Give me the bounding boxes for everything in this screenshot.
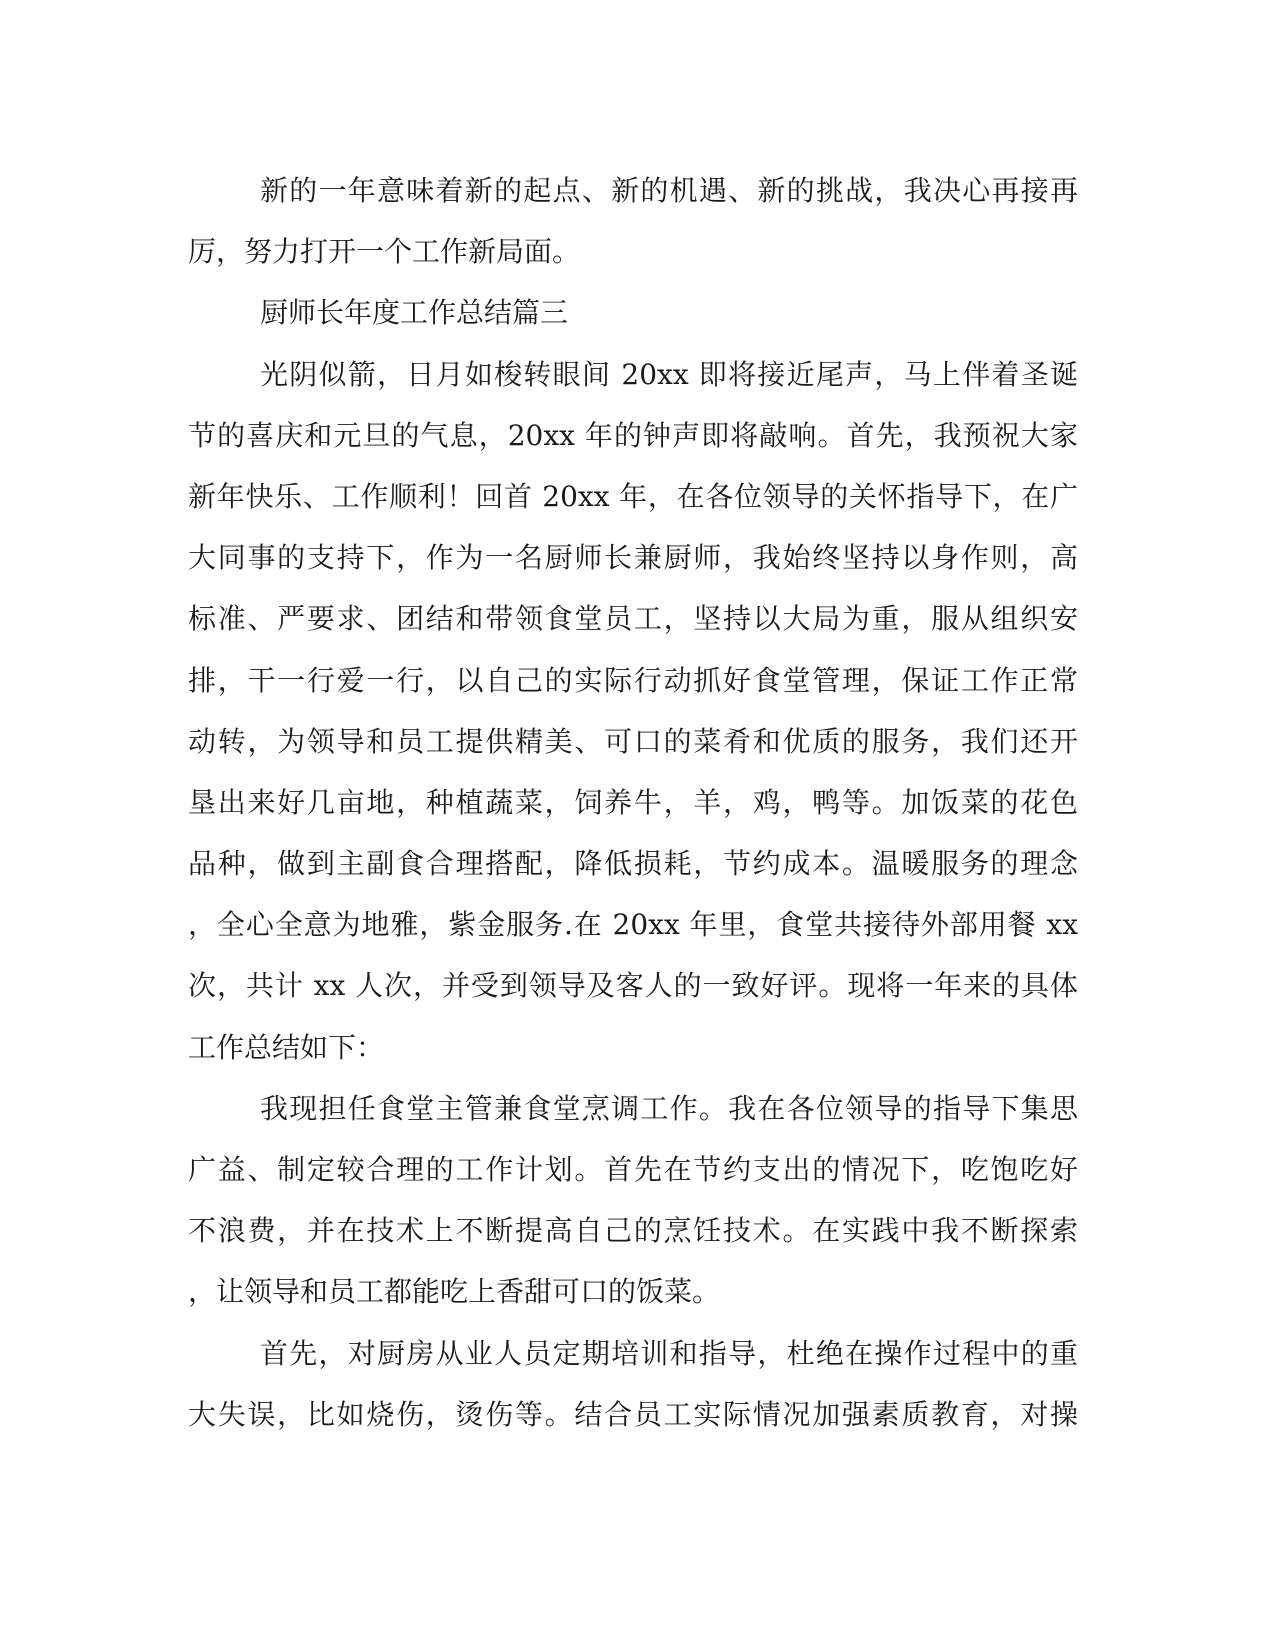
paragraph: [188, 344, 1078, 1078]
text-line: 新的一年意味着新的起点、新的机遇、新的挑战，我决心再接再: [260, 174, 1078, 207]
document-body: [188, 160, 1078, 1445]
text-line: 首先，对厨房从业人员定期培训和指导，杜绝在操作过程中的重: [260, 1336, 1078, 1370]
text-line: 不浪费，并在技术上不断提高自己的烹饪技术。在实践中我不断探索: [188, 1214, 1078, 1248]
text-line: 大失误，比如烧伤，烫伤等。结合员工实际情况加强素质教育，对操: [188, 1397, 1078, 1431]
text-line: 新年快乐、工作顺利！回首 20xx 年，在各位领导的关怀指导下，在广: [188, 479, 1078, 513]
text-line: 光阴似箭，日月如梭转眼间 20xx 即将接近尾声，马上伴着圣诞: [260, 357, 1078, 391]
text-line: 排，干一行爱一行，以自己的实际行动抓好食堂管理，保证工作正常: [188, 663, 1078, 697]
text-line: 工作总结如下：: [188, 1030, 385, 1064]
text-line: 厨师长年度工作总结篇三: [260, 296, 569, 330]
text-line: ，全心全意为地雅，紫金服务.在 20xx 年里，食堂共接待外部用餐 xx: [188, 908, 1078, 942]
text-line: 品种，做到主副食合理搭配，降低损耗，节约成本。温暖服务的理念: [188, 847, 1078, 881]
text-line: ，让领导和员工都能吃上香甜可口的饭菜。: [188, 1275, 721, 1309]
text-line: 标准、严要求、团结和带领食堂员工，坚持以大局为重，服从组织安: [188, 602, 1078, 636]
paragraph: [188, 160, 1078, 282]
text-line: 广益、制定较合理的工作计划。首先在节约支出的情况下，吃饱吃好: [188, 1153, 1078, 1186]
text-line: 我现担任食堂主管兼食堂烹调工作。我在各位领导的指导下集思: [260, 1091, 1078, 1125]
text-line: 厉，努力打开一个工作新局面。: [188, 235, 581, 269]
text-line: 垦出来好几亩地，种植蔬菜，饲养牛，羊，鸡，鸭等。加饭菜的花色: [188, 785, 1078, 819]
text-line: 节的喜庆和元旦的气息，20xx 年的钟声即将敲响。首先，我预祝大家: [188, 418, 1078, 452]
section-heading: [188, 282, 1078, 343]
paragraph: [188, 1323, 1078, 1445]
text-line: 大同事的支持下，作为一名厨师长兼厨师，我始终坚持以身作则，高: [188, 541, 1078, 575]
text-line: 次，共计 xx 人次，并受到领导及客人的一致好评。现将一年来的具体: [188, 969, 1078, 1003]
text-line: 动转，为领导和员工提供精美、可口的菜肴和优质的服务，我们还开: [188, 724, 1078, 758]
paragraph: [188, 1078, 1078, 1323]
